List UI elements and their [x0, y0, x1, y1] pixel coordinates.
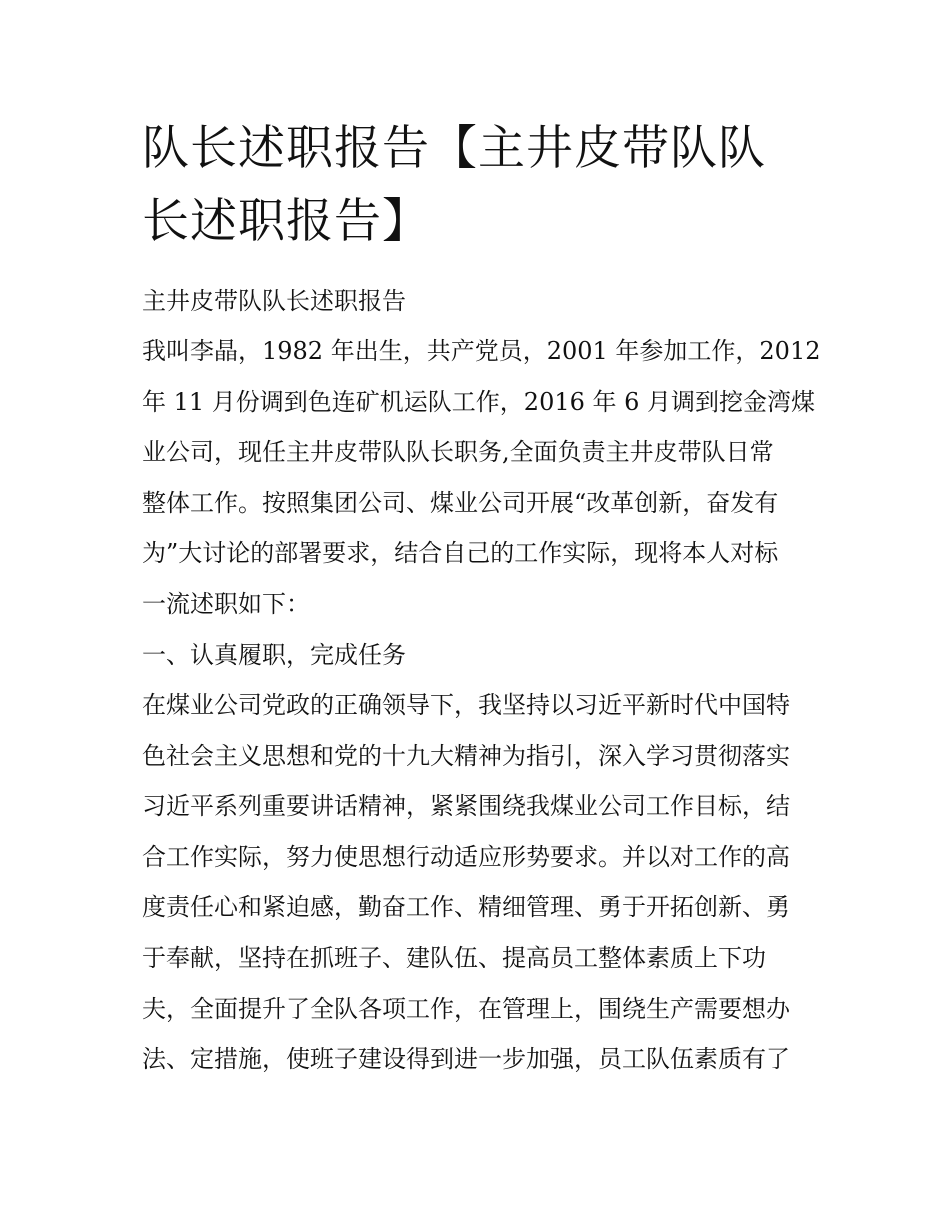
document-subtitle: 主井皮带队队长述职报告: [142, 287, 406, 315]
text-line: 在煤业公司党政的正确领导下，我坚持以习近平新时代中国特: [142, 691, 790, 719]
text-line: 法、定措施，使班子建设得到进一步加强，员工队伍素质有了: [142, 1045, 790, 1074]
text-line: 一流述职如下：: [142, 589, 310, 618]
text-line: 夫，全面提升了全队各项工作，在管理上，围绕生产需要想办: [142, 994, 790, 1023]
title-line: 长述职报告】: [142, 194, 430, 249]
paragraph-intro: [142, 326, 822, 630]
section-heading: 一、认真履职，完成任务: [142, 641, 406, 669]
text-line: 色社会主义思想和党的十九大精神为指引，深入学习贯彻落实: [142, 741, 790, 770]
text-line: 习近平系列重要讲话精神，紧紧围绕我煤业公司工作目标，结: [142, 792, 790, 821]
text-line: 为”大讨论的部署要求，结合自己的工作实际，现将本人对标: [142, 539, 779, 568]
text-line: 度责任心和紧迫感，勤奋工作、精细管理、勇于开拓创新、勇: [142, 893, 790, 922]
text-line: 于奉献，坚持在抓班子、建队伍、提高员工整体素质上下功: [142, 943, 766, 972]
text-line: 合工作实际，努力使思想行动适应形势要求。并以对工作的高: [142, 842, 790, 871]
title-line: 队长述职报告【主井皮带队队: [142, 121, 766, 176]
document-title: [142, 112, 822, 258]
text-line: 业公司，现任主井皮带队队长职务,全面负责主井皮带队日常: [142, 438, 774, 467]
text-line: 我叫李晶，1982 年出生，共产党员，2001 年参加工作，2012: [142, 337, 821, 365]
paragraph-section-1: [142, 680, 822, 1085]
text-line: 整体工作。按照集团公司、煤业公司开展“改革创新，奋发有: [142, 488, 779, 517]
text-line: 年 11 月份调到色连矿机运队工作，2016 年 6 月调到挖金湾煤: [142, 387, 816, 416]
